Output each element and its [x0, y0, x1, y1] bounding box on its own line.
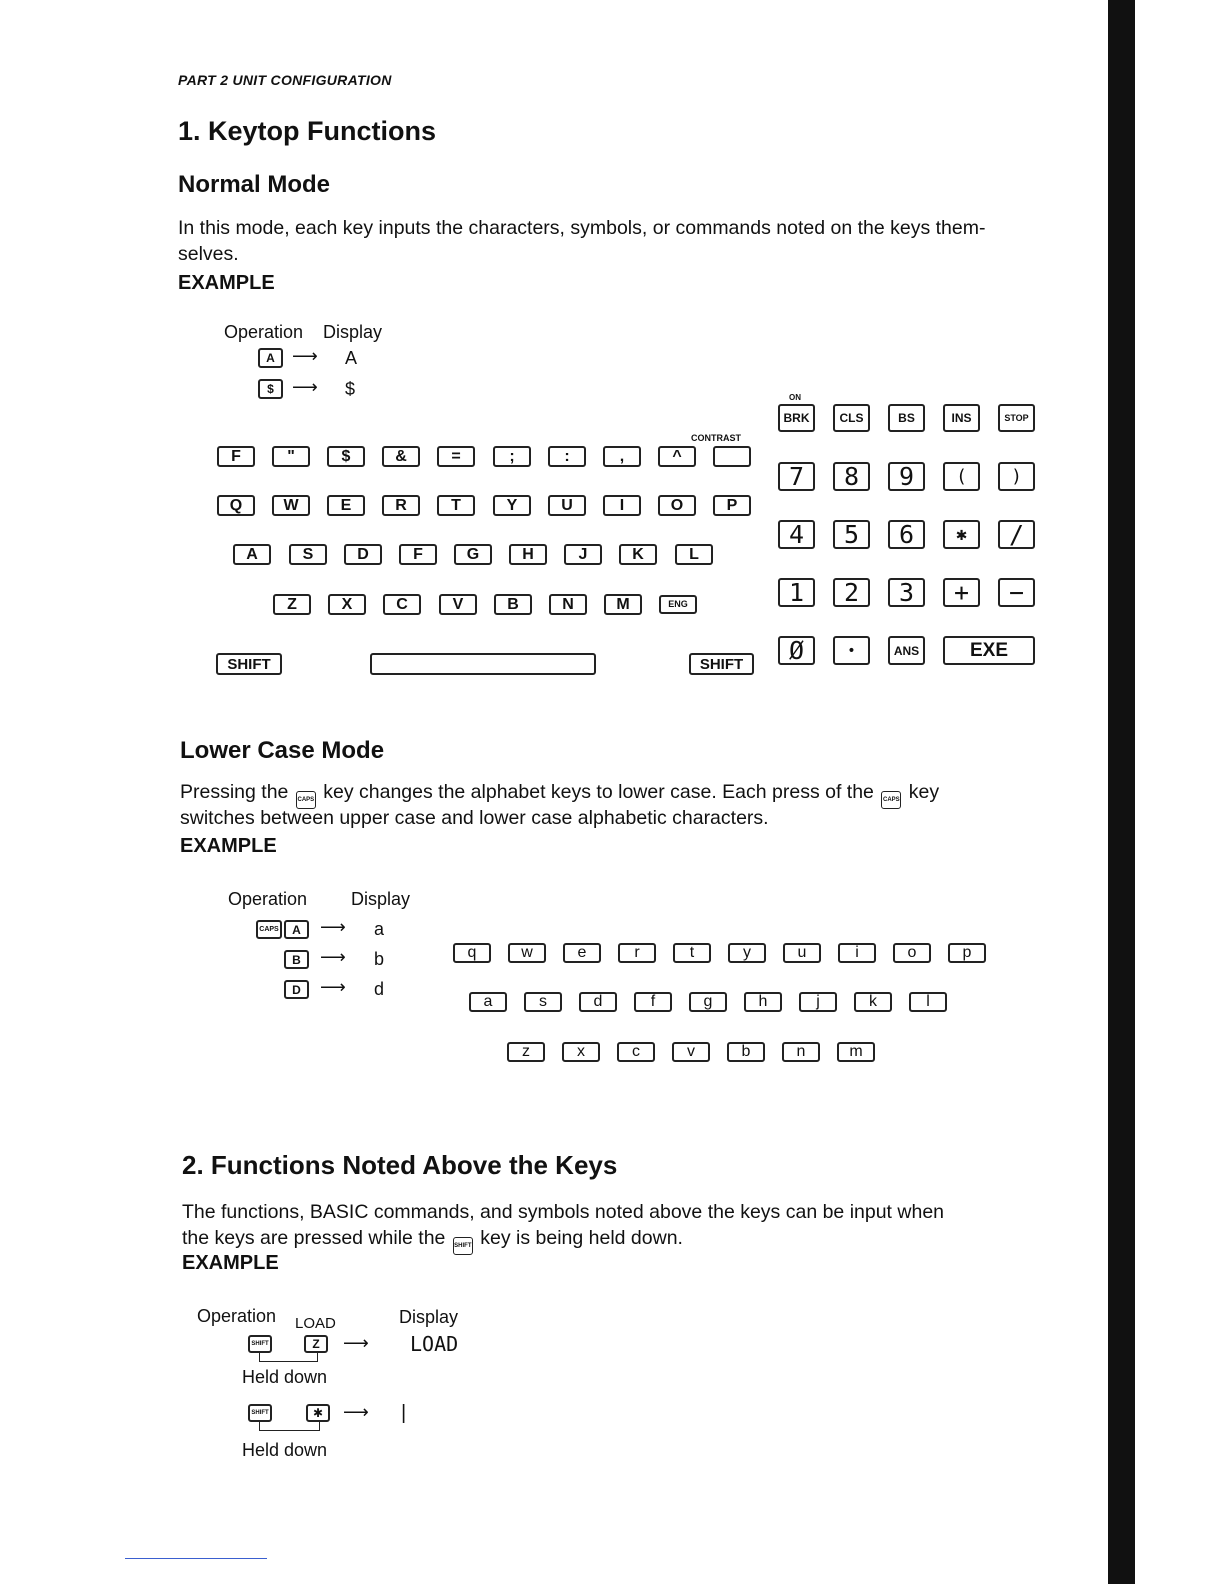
- example-key: B: [284, 950, 309, 969]
- normal-mode-para-line2: selves.: [178, 243, 239, 265]
- key: t: [673, 943, 711, 963]
- key: u: [783, 943, 821, 963]
- key: ✱: [943, 520, 980, 549]
- key: f: [634, 992, 672, 1012]
- held-down-note: Held down: [242, 1440, 328, 1460]
- key: =: [437, 446, 475, 467]
- key: s: [524, 992, 562, 1012]
- key: &: [382, 446, 420, 467]
- example-label: EXAMPLE: [180, 835, 277, 857]
- key: [713, 446, 751, 467]
- key: L: [675, 544, 713, 565]
- key: 7: [778, 462, 815, 491]
- example-key: ✱: [306, 1404, 330, 1422]
- para-text: key changes the alphabet keys to lower case. Each press of the: [323, 781, 874, 803]
- example-display: $: [345, 379, 356, 399]
- example-key: A: [284, 920, 309, 939]
- key: 4: [778, 520, 815, 549]
- scan-edge-bar: [1108, 0, 1135, 1584]
- key: 3: [888, 578, 925, 607]
- example-key: Z: [304, 1335, 328, 1353]
- key: P: [713, 495, 751, 516]
- para-text: the keys are pressed while the: [182, 1227, 446, 1249]
- key: CLS: [833, 404, 870, 432]
- display-header: Display: [399, 1307, 459, 1327]
- para-text: key is being held down.: [480, 1227, 683, 1249]
- key: Z: [273, 594, 311, 615]
- operation-header: Operation: [228, 889, 308, 909]
- example-label: EXAMPLE: [178, 272, 275, 294]
- key: ANS: [888, 636, 925, 665]
- key: /: [998, 520, 1035, 549]
- key: O: [658, 495, 696, 516]
- key: F: [217, 446, 255, 467]
- normal-mode-heading: Normal Mode: [178, 171, 331, 198]
- arrow-icon: ⟶: [320, 977, 346, 997]
- part-label: PART 2 UNIT CONFIGURATION: [178, 72, 392, 88]
- key: n: [782, 1042, 820, 1062]
- key: b: [727, 1042, 765, 1062]
- key: :: [548, 446, 586, 467]
- key: i: [838, 943, 876, 963]
- key: j: [799, 992, 837, 1012]
- key: −: [998, 578, 1035, 607]
- section-2-title: 2. Functions Noted Above the Keys: [182, 1150, 618, 1180]
- key: 6: [888, 520, 925, 549]
- space-key: [370, 653, 596, 675]
- key: h: [744, 992, 782, 1012]
- example-key: A: [258, 348, 283, 368]
- key: BS: [888, 404, 925, 432]
- key: U: [548, 495, 586, 516]
- key: +: [943, 578, 980, 607]
- lower-case-para-line2: switches between upper case and lower case alphabetic characters.: [180, 807, 769, 829]
- key: g: [689, 992, 727, 1012]
- key: INS: [943, 404, 980, 432]
- shift-key: SHIFT: [248, 1335, 272, 1353]
- normal-mode-para-line1: In this mode, each key inputs the characters, symbols, or commands noted on the keys them-: [178, 217, 986, 239]
- key: M: [604, 594, 642, 615]
- key: J: [564, 544, 602, 565]
- shift-key: SHIFT: [453, 1237, 473, 1255]
- key: ENG: [659, 595, 697, 614]
- example-key: $: [258, 379, 283, 399]
- key: C: [383, 594, 421, 615]
- caps-key: CAPS: [256, 920, 282, 939]
- key: a: [469, 992, 507, 1012]
- key: 1: [778, 578, 815, 607]
- operation-header: Operation: [197, 1306, 277, 1326]
- key: D: [344, 544, 382, 565]
- arrow-icon: ⟶: [320, 947, 346, 967]
- key: q: [453, 943, 491, 963]
- example-display: b: [374, 949, 385, 969]
- arrow-icon: ⟶: [292, 346, 318, 366]
- example-display: |: [401, 1402, 407, 1424]
- key: p: [948, 943, 986, 963]
- above-key-label: LOAD: [295, 1315, 336, 1332]
- shift-key: SHIFT: [248, 1404, 272, 1422]
- arrow-icon: ⟶: [343, 1333, 369, 1353]
- display-header: Display: [351, 889, 411, 909]
- held-bracket: [259, 1422, 320, 1431]
- section-2-para-line1: The functions, BASIC commands, and symbols noted above the keys can be input when: [182, 1201, 945, 1223]
- para-text: key: [908, 781, 940, 803]
- key: d: [579, 992, 617, 1012]
- key: ,: [603, 446, 641, 467]
- key: V: [439, 594, 477, 615]
- arrow-icon: ⟶: [343, 1402, 369, 1422]
- key: G: [454, 544, 492, 565]
- key: R: [382, 495, 420, 516]
- key: 8: [833, 462, 870, 491]
- key: o: [893, 943, 931, 963]
- key: c: [617, 1042, 655, 1062]
- example-display: LOAD: [410, 1332, 459, 1356]
- on-label: ON: [789, 393, 801, 402]
- shift-key-left: SHIFT: [216, 653, 282, 675]
- section-1-title: 1. Keytop Functions: [178, 116, 437, 146]
- shift-key-right: SHIFT: [689, 653, 754, 675]
- key: ": [272, 446, 310, 467]
- key: k: [854, 992, 892, 1012]
- key: A: [233, 544, 271, 565]
- bottom-rule: [125, 1558, 267, 1559]
- held-down-note: Held down: [242, 1367, 328, 1387]
- example-display: d: [374, 979, 385, 999]
- key: ;: [493, 446, 531, 467]
- caps-key: CAPS: [296, 791, 316, 809]
- example-display: a: [374, 919, 385, 939]
- key: m: [837, 1042, 875, 1062]
- key: •: [833, 636, 870, 665]
- key: X: [328, 594, 366, 615]
- example-key: D: [284, 980, 309, 999]
- key: Q: [217, 495, 255, 516]
- key: W: [272, 495, 310, 516]
- key: I: [603, 495, 641, 516]
- caps-key: CAPS: [881, 791, 901, 809]
- key: Y: [493, 495, 531, 516]
- key: T: [437, 495, 475, 516]
- key: F: [399, 544, 437, 565]
- para-text: Pressing the: [180, 781, 289, 803]
- key: v: [672, 1042, 710, 1062]
- key: e: [563, 943, 601, 963]
- key: N: [549, 594, 587, 615]
- key: r: [618, 943, 656, 963]
- key: 5: [833, 520, 870, 549]
- key: ^: [658, 446, 696, 467]
- exe-key: EXE: [943, 636, 1035, 665]
- display-header: Display: [323, 322, 383, 342]
- key: BRK: [778, 404, 815, 432]
- key: x: [562, 1042, 600, 1062]
- key: K: [619, 544, 657, 565]
- key: S: [289, 544, 327, 565]
- operation-header: Operation: [224, 322, 304, 342]
- example-display: A: [345, 348, 358, 368]
- example-label: EXAMPLE: [182, 1252, 279, 1274]
- key: STOP: [998, 404, 1035, 432]
- key: z: [507, 1042, 545, 1062]
- contrast-label: CONTRAST: [691, 433, 741, 443]
- held-bracket: [259, 1353, 318, 1362]
- arrow-icon: ⟶: [320, 917, 346, 937]
- key: B: [494, 594, 532, 615]
- section-2-para-line2: [182, 1225, 683, 1255]
- key: H: [509, 544, 547, 565]
- key: (: [943, 462, 980, 491]
- key: ): [998, 462, 1035, 491]
- arrow-icon: ⟶: [292, 377, 318, 397]
- key: E: [327, 495, 365, 516]
- key: l: [909, 992, 947, 1012]
- key: $: [327, 446, 365, 467]
- lower-case-mode-heading: Lower Case Mode: [180, 737, 385, 764]
- key: w: [508, 943, 546, 963]
- key: Ø: [778, 636, 815, 665]
- key: y: [728, 943, 766, 963]
- key: 2: [833, 578, 870, 607]
- key: 9: [888, 462, 925, 491]
